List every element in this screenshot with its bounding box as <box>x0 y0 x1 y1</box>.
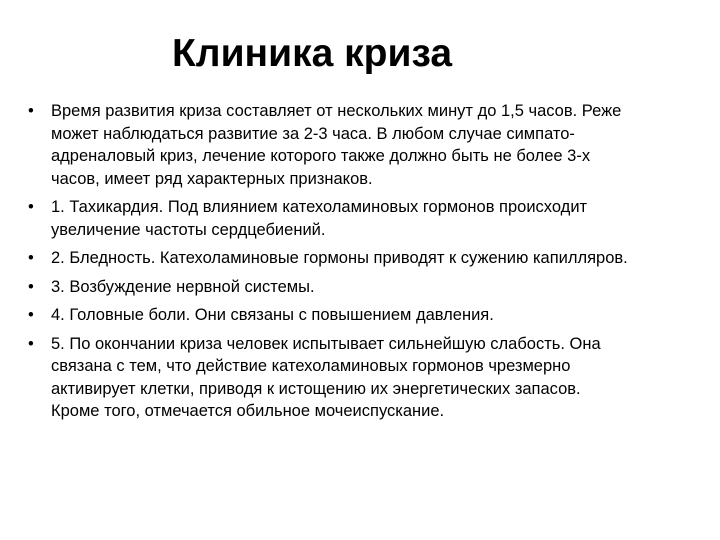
bullet-text: 2. Бледность. Катехоламиновые гормоны приводят к сужению капилляров. <box>51 249 628 267</box>
bullet-dot: • <box>28 198 34 216</box>
bullet-item-3 <box>28 247 628 270</box>
bullet-item-1 <box>28 100 628 190</box>
bullet-item-6 <box>28 333 628 423</box>
bullet-dot: • <box>28 334 34 353</box>
bullet-dot: • <box>28 102 34 120</box>
bullet-text: 5. По окончании криза человек испытывает сильнейшую слабость. Она связана с тем, что действие катехоламиновых гормонов чрезмерно активирует клетки, приводя к истощению их энергетических запасов. Кроме того, отмечается обильное мочеиспускание. <box>51 334 601 420</box>
bullet-dot: • <box>28 249 34 267</box>
bullet-text: 4. Головные боли. Они связаны с повышением давления. <box>51 306 494 324</box>
bullet-item-2 <box>28 196 628 241</box>
bullet-list <box>28 100 628 429</box>
bullet-dot: • <box>28 306 34 324</box>
bullet-text: 3. Возбуждение нервной системы. <box>51 277 315 296</box>
bullet-item-5 <box>28 304 628 327</box>
bullet-text: 1. Тахикардия. Под влиянием катехоламиновых гормонов происходит увеличение частоты сердцебиений. <box>51 198 588 239</box>
bullet-text: Время развития криза составляет от нескольких минут до 1,5 часов. Реже может наблюдаться развитие за 2-3 часа. В любом случае симпато-адреналовый криз, лечение которого также должно быть не более 3-х часов, имеет ряд характерных признаков. <box>51 102 622 188</box>
slide-title: Клиника криза <box>172 32 453 75</box>
bullet-item-4 <box>28 276 628 299</box>
bullet-dot: • <box>28 277 34 296</box>
